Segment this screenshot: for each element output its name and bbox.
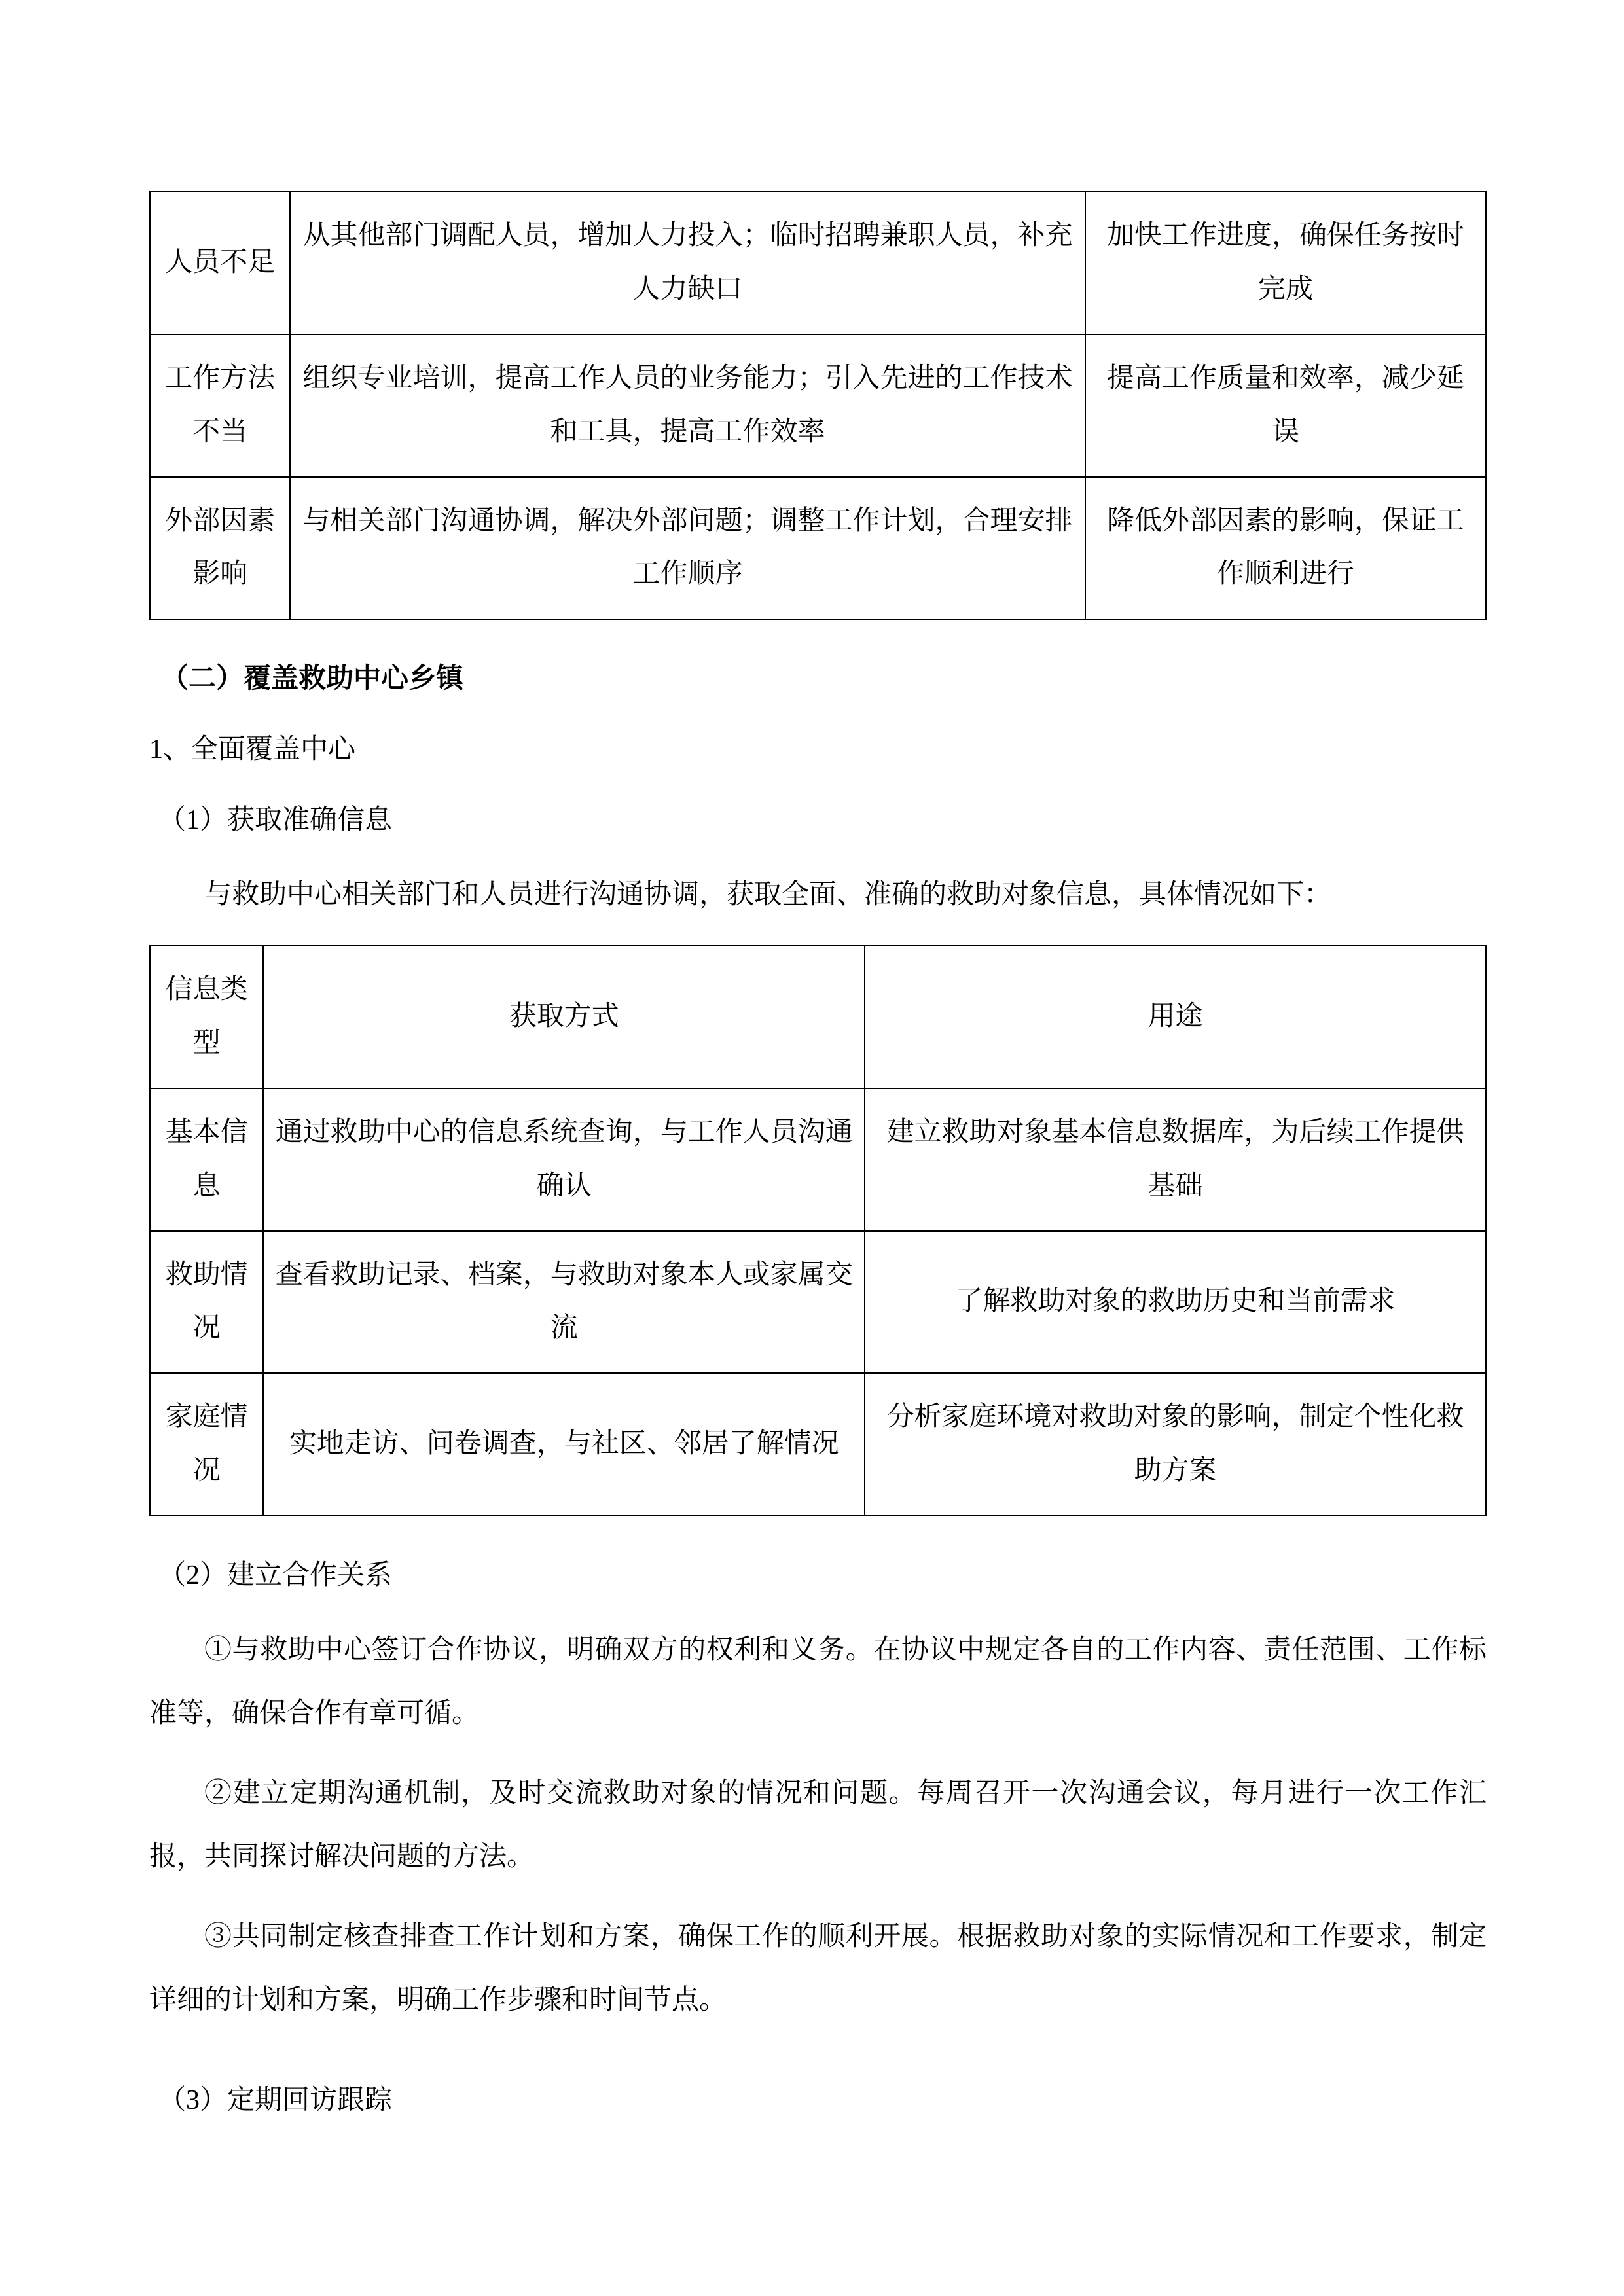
table-cell-measure: 与相关部门沟通协调，解决外部问题；调整工作计划，合理安排工作顺序: [290, 477, 1085, 620]
table-cell-measure: 组织专业培训，提高工作人员的业务能力；引入先进的工作技术和工具，提高工作效率: [290, 334, 1085, 477]
table-row: [150, 477, 1486, 620]
subsection-heading: （1）获取准确信息: [158, 805, 393, 836]
table-cell-use: 分析家庭环境对救助对象的影响，制定个性化救助方案: [865, 1373, 1486, 1516]
table-cell-type: 基本信息: [150, 1088, 263, 1231]
table-row: [150, 1088, 1486, 1231]
table-cell-use: 建立救助对象基本信息数据库，为后续工作提供基础: [865, 1088, 1486, 1231]
table-cell-problem: 工作方法不当: [150, 334, 290, 477]
section-heading: （二）覆盖救助中心乡镇: [161, 664, 464, 694]
subsection-heading: 1、全面覆盖中心: [149, 734, 356, 765]
table-row: [150, 192, 1486, 334]
table-cell-measure: 从其他部门调配人员，增加人力投入；临时招聘兼职人员，补充人力缺口: [290, 192, 1085, 334]
table-cell-effect: 降低外部因素的影响，保证工作顺利进行: [1085, 477, 1486, 620]
table-header-use: 用途: [865, 946, 1486, 1088]
table-cell-effect: 加快工作进度，确保任务按时完成: [1085, 192, 1486, 334]
table-cell-method: 实地走访、问卷调查，与社区、邻居了解情况: [263, 1373, 864, 1516]
table-row: [150, 1373, 1486, 1516]
paragraph: ①与救助中心签订合作协议，明确双方的权利和义务。在协议中规定各自的工作内容、责任范围、工作标准等，确保合作有章可循。: [149, 1635, 1487, 1729]
table-header-type: 信息类型: [150, 946, 263, 1088]
paragraph: ③共同制定核查排查工作计划和方案，确保工作的顺利开展。根据救助对象的实际情况和工作要求，制定详细的计划和方案，明确工作步骤和时间节点。: [149, 1922, 1487, 2016]
table-cell-type: 救助情况: [150, 1231, 263, 1374]
info-table: [149, 945, 1487, 1516]
table-header-row: [150, 946, 1486, 1088]
problem-measures-table: [149, 191, 1487, 620]
table-cell-method: 查看救助记录、档案，与救助对象本人或家属交流: [263, 1231, 864, 1374]
table-cell-type: 家庭情况: [150, 1373, 263, 1516]
subsection-heading: （2）建立合作关系: [158, 1560, 393, 1591]
table-cell-effect: 提高工作质量和效率，减少延误: [1085, 334, 1486, 477]
table-cell-use: 了解救助对象的救助历史和当前需求: [865, 1231, 1486, 1374]
table-row: [150, 334, 1486, 477]
table-header-method: 获取方式: [263, 946, 864, 1088]
table-cell-method: 通过救助中心的信息系统查询，与工作人员沟通确认: [263, 1088, 864, 1231]
table-cell-problem: 人员不足: [150, 192, 290, 334]
table-cell-problem: 外部因素影响: [150, 477, 290, 620]
subsection-heading: （3）定期回访跟踪: [158, 2085, 393, 2115]
paragraph: ②建立定期沟通机制，及时交流救助对象的情况和问题。每周召开一次沟通会议，每月进行一次工作汇报，共同探讨解决问题的方法。: [149, 1778, 1487, 1872]
table-row: [150, 1231, 1486, 1374]
paragraph: 与救助中心相关部门和人员进行沟通协调，获取全面、准确的救助对象信息，具体情况如下：: [204, 880, 1332, 910]
